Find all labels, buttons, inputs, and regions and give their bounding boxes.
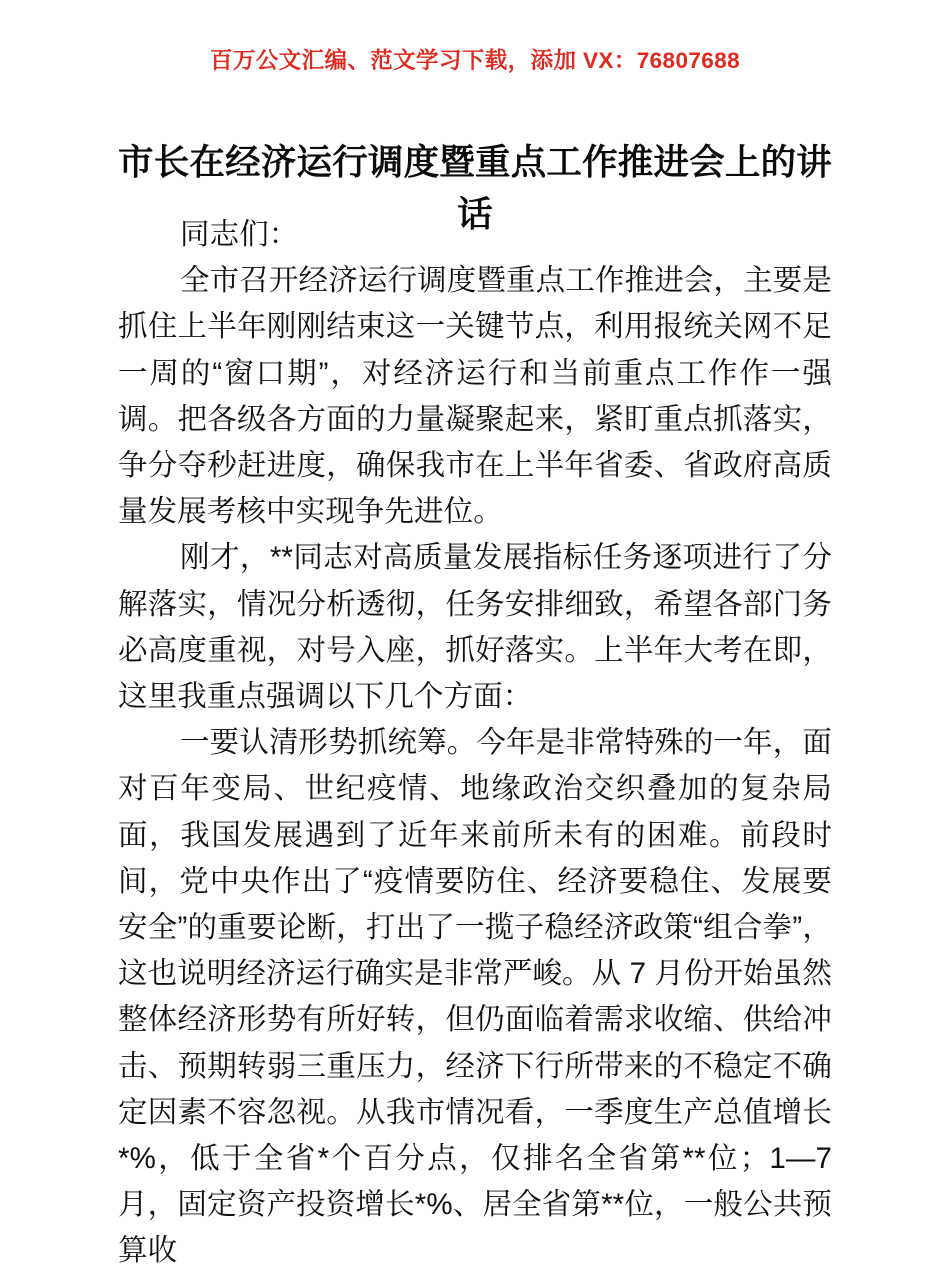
body-paragraph-3: 一要认清形势抓统筹。今年是非常特殊的一年，面对百年变局、世纪疫情、地缘政治交织叠加的复杂局面，我国发展遇到了近年来前所未有的困难。前段时间，党中央作出了“疫情要防住、经济要稳住、发展要安全”的重要论断，打出了一揽子稳经济政策“组合拳”，这也说明经济运行确实是非常严峻。从 7 月份开始虽然整体经济形势有所好转，但仍面临着需求收缩、供给冲击、预期转弱三重压力，经济下行所带来的不稳定不确定因素不容忽视。从我市情况看，一季度生产总值增长*%，低于全省*个百分点，仅排名全省第**位；1—7月，固定资产投资增长*%、居全省第**位，一般公共预算收	[118, 726, 832, 1268]
salutation: 同志们：	[180, 218, 299, 251]
page-title: 市长在经济运行调度暨重点工作推进会上的讲话	[118, 141, 833, 234]
promo-header-text: 百万公文汇编、范文学习下载，添加 VX：76807688	[209, 48, 741, 73]
body-paragraph-1: 全市召开经济运行调度暨重点工作推进会，主要是抓住上半年刚刚结束这一关键节点，利用报统关网不足一周的“窗口期”，对经济运行和当前重点工作作一强调。把各级各方面的力量凝聚起来，紧盯重点抓落实，争分夺秒赶进度，确保我市在上半年省委、省政府高质量发展考核中实现争先进位。	[118, 264, 832, 529]
document-body	[118, 212, 832, 1275]
body-paragraph-2: 刚才，**同志对高质量发展指标任务逐项进行了分解落实，情况分析透彻，任务安排细致，希望各部门务必高度重视，对号入座，抓好落实。上半年大考在即，这里我重点强调以下几个方面：	[118, 541, 832, 714]
